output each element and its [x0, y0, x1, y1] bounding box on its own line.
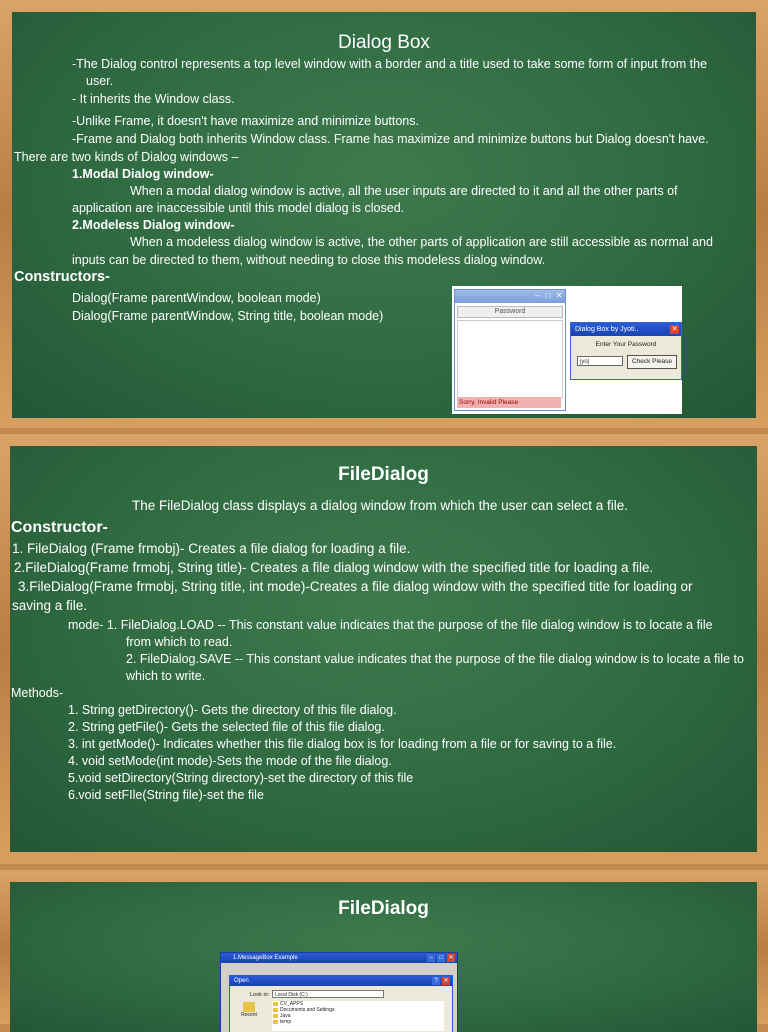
password-input: jyo| — [577, 356, 623, 366]
method-item: 3. int getMode()- Indicates whether this file dialog box is for loading from a file or for saving to a file. — [68, 737, 617, 751]
minimize-icon: – — [427, 954, 435, 962]
slide-2-board — [10, 446, 757, 852]
maximize-icon: □ — [545, 291, 551, 300]
slide-title: FileDialog — [338, 464, 429, 485]
slide-2-frame — [0, 434, 768, 864]
frame-window — [454, 289, 566, 411]
slide-3-frame — [0, 870, 768, 1024]
section-heading: Constructor- — [11, 519, 108, 536]
slide-1-frame — [0, 0, 768, 428]
subheading: 2.Modeless Dialog window- — [72, 218, 235, 232]
help-icon: ? — [432, 977, 440, 985]
folder-icon — [243, 1002, 255, 1012]
section-heading: Methods- — [11, 686, 64, 700]
minimize-icon: – — [534, 291, 540, 300]
method-item: 5.void setDirectory(String directory)-set the directory of this file — [68, 771, 414, 785]
dialog-title: Dialog Box by Jyoti.. — [575, 326, 639, 333]
maximize-icon: □ — [437, 954, 445, 962]
text-line: There are two kinds of Dialog windows – — [14, 150, 239, 164]
open-dialog-titlebar — [230, 976, 452, 986]
window-titlebar — [455, 290, 565, 303]
password-label: Password — [457, 306, 563, 318]
text-line: 2. FileDialog.SAVE -- This constant value indicates that the purpose of the file dialog window is to locate a file to — [126, 652, 744, 666]
subheading: 1.Modal Dialog window- — [72, 167, 214, 181]
file-list — [272, 1001, 444, 1031]
close-icon: ✕ — [671, 326, 678, 333]
recent-label: Recent — [241, 1012, 257, 1018]
prompt-label: Enter Your Password — [595, 341, 657, 348]
method-item: 4. void setMode(int mode)-Sets the mode of the file dialog. — [68, 754, 392, 768]
text-line: -The Dialog control represents a top level window with a border and a title used to take some form of input from the — [72, 57, 708, 71]
slide-title: FileDialog — [338, 898, 429, 919]
filedialog-screenshot — [220, 952, 458, 1032]
list-item: Java — [272, 1013, 444, 1019]
slide-3-board — [10, 882, 757, 1032]
look-in-label: Look in: — [250, 992, 270, 998]
list-item: Documents and Settings — [272, 1007, 444, 1013]
window-title: 1.MessageBox Example — [233, 955, 298, 961]
text-line: When a modeless dialog window is active, the other parts of application are still accessible as normal and — [130, 235, 713, 249]
close-icon: ✕ — [555, 291, 563, 300]
close-icon: ✕ — [448, 955, 454, 961]
close-icon: ✕ — [443, 978, 449, 984]
open-dialog-title: Open — [234, 978, 249, 984]
check-button: Check Please — [627, 355, 677, 369]
method-item: 6.void setFIle(String file)-set the file — [68, 788, 264, 802]
text-line: user. — [86, 74, 114, 88]
text-line: application are inaccessible until this model dialog is closed. — [72, 201, 405, 215]
text-line: - It inherits the Window class. — [72, 92, 235, 106]
text-line: When a modal dialog window is active, all the user inputs are directed to it and all the other parts of — [130, 184, 678, 198]
list-item: CV_APPS — [272, 1001, 444, 1007]
text-line: -Unlike Frame, it doesn't have maximize and minimize buttons. — [72, 114, 419, 128]
open-dialog — [229, 975, 453, 1032]
dialog-screenshot — [452, 286, 682, 414]
text-line: inputs can be directed to them, without needing to close this modeless dialog window. — [72, 253, 546, 267]
recent-places — [240, 1002, 258, 1024]
method-item: 1. String getDirectory()- Gets the directory of this file dialog. — [68, 703, 397, 717]
text-line: Dialog(Frame parentWindow, String title, boolean mode) — [72, 309, 384, 323]
dialog-window — [570, 322, 682, 380]
dialog-titlebar — [571, 323, 681, 336]
slide-1-board — [12, 12, 756, 418]
intro-text: The FileDialog class displays a dialog window from which the user can select a file. — [132, 498, 628, 513]
text-line: 1. FileDialog (Frame frmobj)- Creates a file dialog for loading a file. — [12, 541, 411, 556]
method-item: 2. String getFile()- Gets the selected file of this file dialog. — [68, 720, 385, 734]
look-in-combo: Local Disk (C:) — [272, 990, 384, 998]
text-line: -Frame and Dialog both inherits Window class. Frame has maximize and minimize buttons but Dialog doesn't have. — [72, 132, 709, 146]
text-area — [457, 320, 563, 398]
text-line: 2.FileDialog(Frame frmobj, String title)- Creates a file dialog window with the specified title for loading a file. — [14, 560, 654, 575]
text-line: saving a file. — [12, 598, 88, 613]
section-heading: Constructors- — [14, 269, 110, 285]
error-message: Sorry, Invalid Please — [457, 397, 561, 408]
text-line: which to write. — [126, 669, 206, 683]
text-line: from which to read. — [126, 635, 233, 649]
slide-title: Dialog Box — [338, 32, 430, 53]
text-line: mode- 1. FileDialog.LOAD -- This constant value indicates that the purpose of the file dialog window is to locate a file — [68, 618, 713, 632]
list-item: temp — [272, 1019, 444, 1025]
text-line: Dialog(Frame parentWindow, boolean mode) — [72, 291, 321, 305]
text-line: 3.FileDialog(Frame frmobj, String title, int mode)-Creates a file dialog window with the specified title for loading or — [18, 579, 693, 594]
window-titlebar — [221, 953, 457, 963]
